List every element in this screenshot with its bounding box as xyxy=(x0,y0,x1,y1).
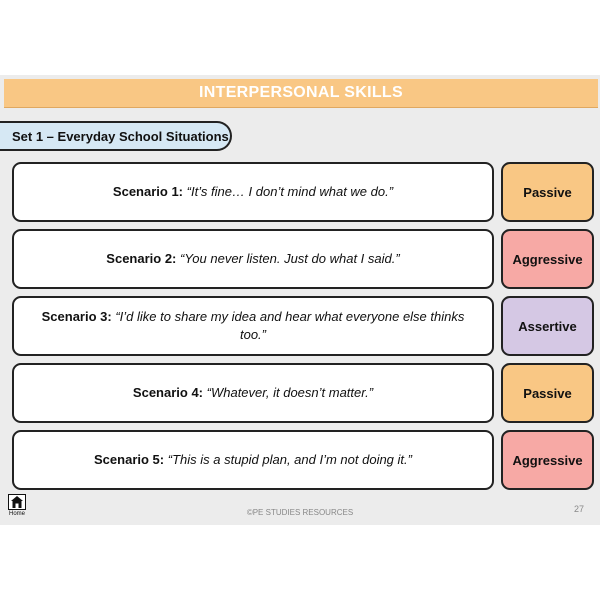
title-bar xyxy=(4,79,598,108)
scenario-label: Scenario 2: xyxy=(106,251,177,266)
scenario-row-5 xyxy=(12,430,596,490)
slide xyxy=(0,75,600,525)
set-label-pill xyxy=(0,121,232,151)
scenario-box xyxy=(12,296,494,356)
scenario-box xyxy=(12,229,494,289)
answer-box-aggressive[interactable]: Aggressive xyxy=(501,229,594,289)
page-number: 27 xyxy=(573,504,584,514)
home-label: Home xyxy=(8,511,25,517)
scenario-box xyxy=(12,162,494,222)
scenario-row-1 xyxy=(12,162,596,222)
slide-title: INTERPERSONAL SKILLS xyxy=(199,84,403,101)
answer-box-assertive[interactable]: Assertive xyxy=(501,296,594,356)
scenario-quote: “It’s fine… I don’t mind what we do.” xyxy=(186,184,394,199)
scenario-label: Scenario 1: xyxy=(112,184,184,199)
scenario-quote: “Whatever, it doesn’t matter.” xyxy=(206,385,374,400)
scenario-label: Scenario 4: xyxy=(132,385,204,400)
answer-box-aggressive[interactable]: Aggressive xyxy=(501,430,594,490)
scenario-box xyxy=(12,430,494,490)
scenario-quote: “This is a stupid plan, and I’m not doing it.” xyxy=(167,452,412,467)
set-label: Set 1 – Everyday School Situations xyxy=(12,128,229,144)
answer-box-passive[interactable]: Passive xyxy=(501,162,594,222)
scenario-row-4 xyxy=(12,363,596,423)
scenario-row-3 xyxy=(12,296,596,356)
scenario-label: Scenario 3: xyxy=(41,309,112,324)
scenario-quote: “I’d like to share my idea and hear what everyone else thinks too.” xyxy=(115,309,465,342)
footer-copyright: ©PE STUDIES RESOURCES xyxy=(246,508,354,517)
scenario-label: Scenario 5: xyxy=(94,452,165,467)
scenario-quote: “You never listen. Just do what I said.” xyxy=(180,251,400,266)
answer-box-passive[interactable]: Passive xyxy=(501,363,594,423)
scenario-row-2 xyxy=(12,229,596,289)
scenario-box xyxy=(12,363,494,423)
